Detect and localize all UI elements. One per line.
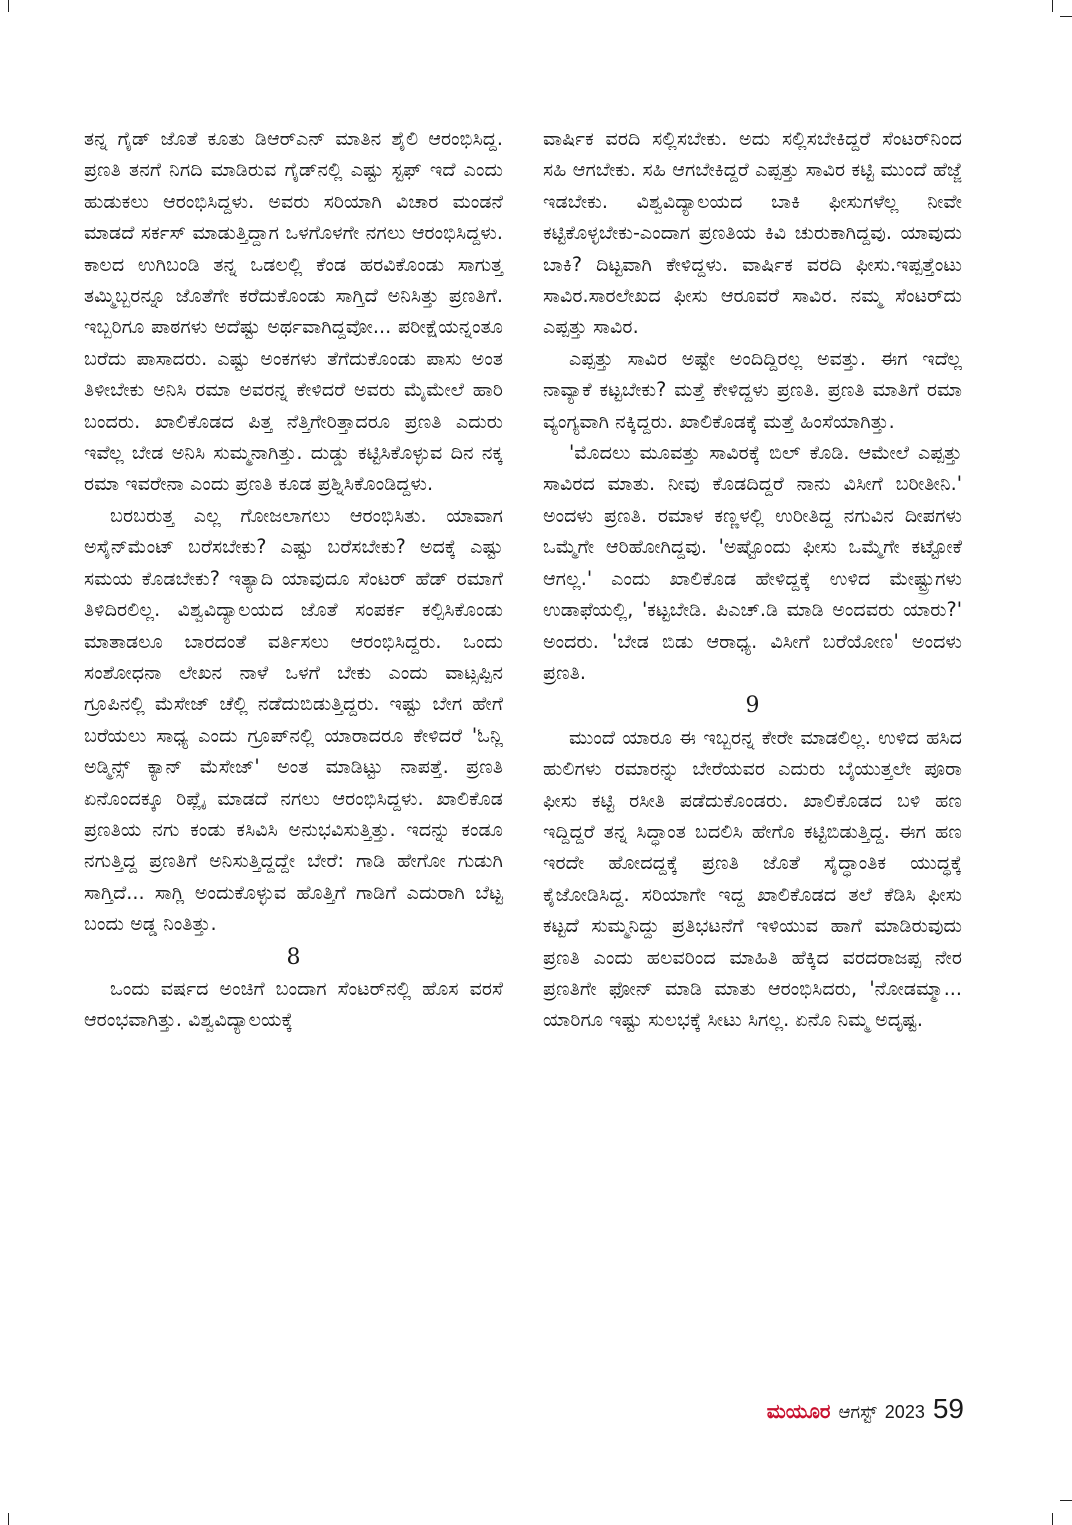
right-paragraph-2: ಎಪ್ಪತ್ತು ಸಾವಿರ ಅಷ್ಟೇ ಅಂದಿದ್ದಿರಲ್ಲ ಅವತ್ತು. ಈಗ ಇದೆಲ್ಲ ನಾವ್ಯಾಕೆ ಕಟ್ಟಬೇಕು? ಮತ್ತೆ ಕೇಳಿದ್ದಳು ಪ್ರಣತಿ. ಪ್ರಣತಿ ಮಾತಿಗೆ ರಮಾ ವ್ಯಂಗ್ಯವಾಗಿ ನಕ್ಕಿದ್ದರು. ಖಾಲಿಕೊಡಕ್ಕೆ ಮತ್ತೆ ಹಿಂಸೆಯಾಗಿತ್ತು. xyxy=(543,346,962,433)
page-footer xyxy=(767,1393,964,1425)
section-number-9: 9 xyxy=(745,693,760,719)
issue-year: 2023 xyxy=(884,1402,925,1422)
left-paragraph-2: ಬರಬರುತ್ತ ಎಲ್ಲ ಗೋಜಲಾಗಲು ಆರಂಭಿಸಿತು. ಯಾವಾಗ ಅಸೈನ್‌ಮೆಂಟ್ ಬರೆಸಬೇಕು? ಎಷ್ಟು ಬರೆಸಬೇಕು? ಅದಕ್ಕೆ ಎಷ್ಟು ಸಮಯ ಕೊಡಬೇಕು? ಇತ್ಯಾದಿ ಯಾವುದೂ ಸೆಂಟರ್ ಹೆಡ್ ರಮಾಗೆ ತಿಳಿದಿರಲಿಲ್ಲ. ವಿಶ್ವವಿದ್ಯಾಲಯದ ಜೊತೆ ಸಂಪರ್ಕ ಕಲ್ಪಿಸಿಕೊಂಡು ಮಾತಾಡಲೂ ಬಾರದಂತೆ ವರ್ತಿಸಲು ಆರಂಭಿಸಿದ್ದರು. ಒಂದು ಸಂಶೋಧನಾ ಲೇಖನ ನಾಳೆ ಒಳಗೆ ಬೇಕು ಎಂದು ವಾಟ್ಸಪ್ಪಿನ ಗ್ರೂಪಿನಲ್ಲಿ ಮೆಸೇಜ್ ಚೆಲ್ಲಿ ನಡೆದುಬಿಡುತ್ತಿದ್ದರು. ಇಷ್ಟು ಬೇಗ ಹೇಗೆ ಬರೆಯಲು ಸಾಧ್ಯ ಎಂದು ಗ್ರೂಪ್‌ನಲ್ಲಿ ಯಾರಾದರೂ ಕೇಳಿದರೆ 'ಓನ್ಲಿ ಅಡ್ಮಿನ್ಸ್ ಕ್ಯಾನ್ ಮೆಸೇಜ್' ಅಂತ ಮಾಡಿಟ್ಟು ನಾಪತ್ತೆ. ಪ್ರಣತಿ ಏನೊಂದಕ್ಕೂ ರಿಪ್ಲೈ ಮಾಡದೆ ನಗಲು ಆರಂಭಿಸಿದ್ದಳು. ಖಾಲಿಕೊಡ ಪ್ರಣತಿಯ ನಗು ಕಂಡು ಕಸಿವಿಸಿ ಅನುಭವಿಸುತ್ತಿತ್ತು. ಇದನ್ನು ಕಂಡೂ ನಗುತ್ತಿದ್ದ ಪ್ರಣತಿಗೆ ಅನಿಸುತ್ತಿದ್ದದ್ದೇ ಬೇರೆ: ಗಾಡಿ ಹೇಗೋ ಗುಡುಗಿ ಸಾಗ್ತಿದೆ... ಸಾಗ್ಲಿ ಅಂದುಕೊಳ್ಳುವ ಹೊತ್ತಿಗೆ ಗಾಡಿಗೆ ಎದುರಾಗಿ ಬೆಟ್ಟ ಬಂದು ಅಡ್ಡ ನಿಂತಿತ್ತು. xyxy=(84,503,503,936)
right-column xyxy=(543,123,962,1036)
right-paragraph-1: ವಾರ್ಷಿಕ ವರದಿ ಸಲ್ಲಿಸಬೇಕು. ಅದು ಸಲ್ಲಿಸಬೇಕಿದ್ದರೆ ಸೆಂಟರ್‌ನಿಂದ ಸಹಿ ಆಗಬೇಕು. ಸಹಿ ಆಗಬೇಕಿದ್ದರೆ ಎಪ್ಪತ್ತು ಸಾವಿರ ಕಟ್ಟಿ ಮುಂದೆ ಹೆಜ್ಜೆ ಇಡಬೇಕು. ವಿಶ್ವವಿದ್ಯಾಲಯದ ಬಾಕಿ ಫೀಸುಗಳೆಲ್ಲ ನೀವೇ ಕಟ್ಟಿಕೊಳ್ಳಬೇಕು-ಎಂದಾಗ ಪ್ರಣತಿಯ ಕಿವಿ ಚುರುಕಾಗಿದ್ದವು. ಯಾವುದು ಬಾಕಿ? ದಿಟ್ಟವಾಗಿ ಕೇಳಿದ್ದಳು. ವಾರ್ಷಿಕ ವರದಿ ಫೀಸು.ಇಪ್ಪತ್ತೆಂಟು ಸಾವಿರ.ಸಾರಲೇಖದ ಫೀಸು ಆರೂವರೆ ಸಾವಿರ. ನಮ್ಮ ಸೆಂಟರ್‌ದು ಎಪ್ಪತ್ತು ಸಾವಿರ. xyxy=(543,127,962,339)
left-paragraph-3: ಒಂದು ವರ್ಷದ ಅಂಚಿಗೆ ಬಂದಾಗ ಸೆಂಟರ್‌ನಲ್ಲಿ ಹೊಸ ವರಸೆ ಆರಂಭವಾಗಿತ್ತು. ವಿಶ್ವವಿದ್ಯಾಲಯಕ್ಕೆ xyxy=(84,976,503,1032)
crop-mark-right-lower xyxy=(1060,1500,1072,1501)
right-paragraph-4: ಮುಂದೆ ಯಾರೂ ಈ ಇಬ್ಬರನ್ನ ಕೇರೇ ಮಾಡಲಿಲ್ಲ. ಉಳಿದ ಹಸಿದ ಹುಲಿಗಳು ರಮಾರನ್ನು ಬೇರೆಯವರ ಎದುರು ಬೈಯುತ್ತಲೇ ಪೂರಾ ಫೀಸು ಕಟ್ಟಿ ರಸೀತಿ ಪಡೆದುಕೊಂಡರು. ಖಾಲಿಕೊಡದ ಬಳಿ ಹಣ ಇದ್ದಿದ್ದರೆ ತನ್ನ ಸಿದ್ಧಾಂತ ಬದಲಿಸಿ ಹೇಗೊ ಕಟ್ಟಿಬಿಡುತ್ತಿದ್ದ. ಈಗ ಹಣ ಇರದೇ ಹೋದದ್ದಕ್ಕೆ ಪ್ರಣತಿ ಜೊತೆ ಸೈದ್ಧಾಂತಿಕ ಯುದ್ಧಕ್ಕೆ ಕೈಜೋಡಿಸಿದ್ದ. ಸರಿಯಾಗೇ ಇದ್ದ ಖಾಲಿಕೊಡದ ತಲೆ ಕೆಡಿಸಿ ಫೀಸು ಕಟ್ಟದೆ ಸುಮ್ಮನಿದ್ದು ಪ್ರತಿಭಟನೆಗೆ ಇಳಿಯುವ ಹಾಗೆ ಮಾಡಿರುವುದು ಪ್ರಣತಿ ಎಂದು ಹಲವರಿಂದ ಮಾಹಿತಿ ಹೆಕ್ಕಿದ ವರದರಾಜಪ್ಪ ನೇರ ಪ್ರಣತಿಗೇ ಫೋನ್ ಮಾಡಿ ಮಾತು ಆರಂಭಿಸಿದರು, 'ನೋಡಮ್ಮಾ... ಯಾರಿಗೂ ಇಷ್ಟು ಸುಲಭಕ್ಕೆ ಸೀಟು ಸಿಗಲ್ಲ. ಏನೊ ನಿಮ್ಮ ಅದೃಷ್ಟ. xyxy=(543,725,962,1032)
left-column xyxy=(84,123,503,1036)
page-number: 59 xyxy=(932,1393,964,1424)
section-number-8: 8 xyxy=(286,944,301,970)
issue-month: ಆಗಸ್ಟ್ xyxy=(838,1402,877,1423)
crop-mark-bottom-right xyxy=(1052,1513,1053,1525)
right-paragraph-3: 'ಮೊದಲು ಮೂವತ್ತು ಸಾವಿರಕ್ಕೆ ಬಿಲ್ ಕೊಡಿ. ಆಮೇಲೆ ಎಪ್ಪತ್ತು ಸಾವಿರದ ಮಾತು. ನೀವು ಕೊಡದಿದ್ದರೆ ನಾನು ವಿಸೀಗೆ ಬರೀತೀನಿ.' ಅಂದಳು ಪ್ರಣತಿ. ರಮಾಳ ಕಣ್ಣಳಲ್ಲಿ ಉರೀತಿದ್ದ ನಗುವಿನ ದೀಪಗಳು ಒಮ್ಮೆಗೇ ಆರಿಹೋಗಿದ್ದವು. 'ಅಷ್ಟೊಂದು ಫೀಸು ಒಮ್ಮೆಗೇ ಕಟ್ಟೋಕೆ ಆಗಲ್ಲ.' ಎಂದು ಖಾಲಿಕೊಡ ಹೇಳಿದ್ದಕ್ಕೆ ಉಳಿದ ಮೇಷ್ಟ್ರುಗಳು ಉಡಾಫೆಯಲ್ಲಿ, 'ಕಟ್ಟಬೇಡಿ. ಪಿಎಚ್.ಡಿ ಮಾಡಿ ಅಂದವರು ಯಾರು?' ಅಂದರು. 'ಬೇಡ ಬಿಡು ಆರಾಧ್ಯ. ವಿಸೀಗೆ ಬರೆಯೋಣ' ಅಂದಳು ಪ್ರಣತಿ. xyxy=(543,441,962,684)
crop-mark-bottom-left xyxy=(8,1513,9,1525)
crop-mark-right-upper xyxy=(1060,16,1072,17)
crop-mark-top-right xyxy=(1052,0,1053,12)
magazine-logo: ಮಯೂರ xyxy=(766,1399,831,1423)
left-paragraph-1: ತನ್ನ ಗೈಡ್ ಜೊತೆ ಕೂತು ಡಿಆರ್‌ಎನ್ ಮಾತಿನ ಶೈಲಿ ಆರಂಭಿಸಿದ್ದ. ಪ್ರಣತಿ ತನಗೆ ನಿಗದಿ ಮಾಡಿರುವ ಗೈಡ್‌ನಲ್ಲಿ ಎಷ್ಟು ಸ್ಟಫ್ ಇದೆ ಎಂದು ಹುಡುಕಲು ಆರಂಭಿಸಿದ್ದಳು. ಅವರು ಸರಿಯಾಗಿ ವಿಚಾರ ಮಂಡನೆ ಮಾಡದೆ ಸರ್ಕಸ್ ಮಾಡುತ್ತಿದ್ದಾಗ ಒಳಗೊಳಗೇ ನಗಲು ಆರಂಭಿಸಿದ್ದಳು. ಕಾಲದ ಉಗಿಬಂಡಿ ತನ್ನ ಒಡಲಲ್ಲಿ ಕೆಂಡ ಹರವಿಕೊಂಡು ಸಾಗುತ್ತ ತಮ್ಮಿಬ್ಬರನ್ನೂ ಜೊತೆಗೇ ಕರೆದುಕೊಂಡು ಸಾಗ್ತಿದೆ ಅನಿಸಿತ್ತು ಪ್ರಣತಿಗೆ. ಇಬ್ಬರಿಗೂ ಪಾಠಗಳು ಅದೆಷ್ಟು ಅರ್ಥವಾಗಿದ್ದವೋ... ಪರೀಕ್ಷೆಯನ್ನಂತೂ ಬರೆದು ಪಾಸಾದರು. ಎಷ್ಟು ಅಂಕಗಳು ತೆಗೆದುಕೊಂಡು ಪಾಸು ಅಂತ ತಿಳೀಬೇಕು ಅನಿಸಿ ರಮಾ ಅವರನ್ನ ಕೇಳಿದರೆ ಅವರು ಮೈಮೇಲೆ ಹಾರಿ ಬಂದರು. ಖಾಲಿಕೊಡದ ಪಿತ್ತ ನೆತ್ತಿಗೇರಿತ್ತಾದರೂ ಪ್ರಣತಿ ಎದುರು ಇವೆಲ್ಲ ಬೇಡ ಅನಿಸಿ ಸುಮ್ಮನಾಗಿತ್ತು. ದುಡ್ಡು ಕಟ್ಟಿಸಿಕೊಳ್ಳುವ ದಿನ ನಕ್ಕ ರಮಾ ಇವರೇನಾ ಎಂದು ಪ್ರಣತಿ ಕೂಡ ಪ್ರಶ್ನಿಸಿಕೊಂಡಿದ್ದಳು. xyxy=(84,127,503,496)
crop-mark-top-left xyxy=(8,0,9,12)
